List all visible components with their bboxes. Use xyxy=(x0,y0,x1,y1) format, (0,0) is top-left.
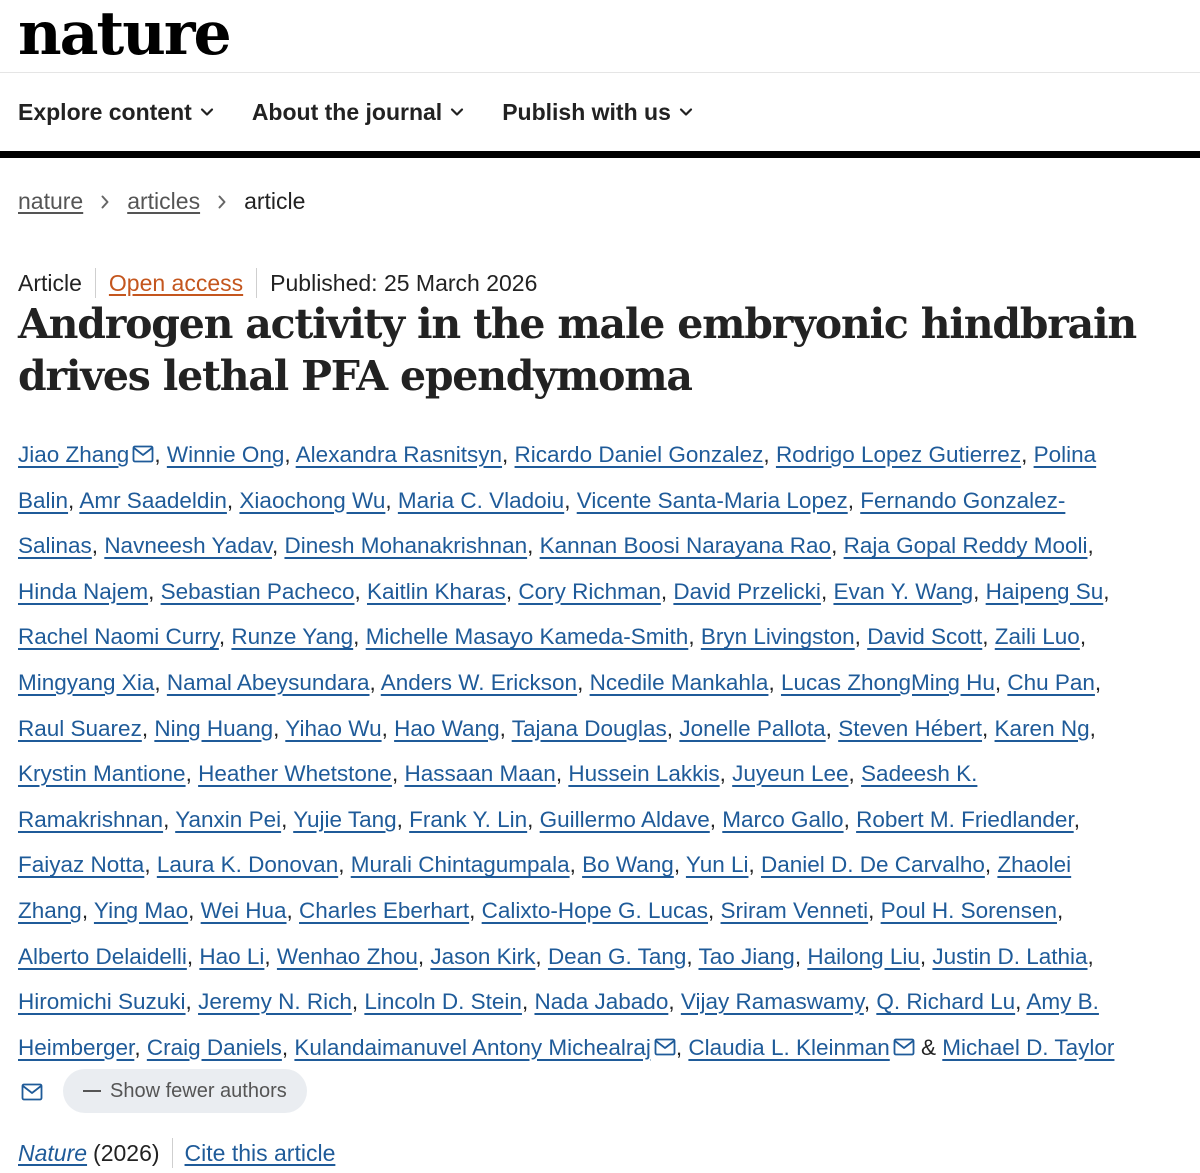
author-link[interactable]: Fernando Gonzalez-Salinas xyxy=(18,487,1066,559)
author-link[interactable]: Haipeng Su xyxy=(985,578,1104,604)
author-list: Jiao Zhang , Winnie Ong, Alexandra Rasnitsyn, Ricardo Daniel Gonzalez, Rodrigo Lopez Gutierrez, Polina Balin, Amr Saadeldin, Xiaochong Wu, Maria C. Vladoiu, Vicente Santa-Maria Lopez, Fernando Gonzalez-Salinas, Navneesh Yadav, Dinesh Mohanakrishnan, Kannan Boosi Narayana Rao, Raja Gopal Reddy Mooli, Hinda Najem, Sebastian Pacheco, Kaitlin Kharas, Cory Richman, David Przelicki, Evan Y. Wang, Haipeng Su, Rachel Naomi Curry, Runze Yang, Michelle Masayo Kameda-Smith, Bryn Livingston, David Scott, Zaili Luo, Mingyang Xia, Namal Abeysundara, Anders W. Erickson, Ncedile Mankahla, Lucas ZhongMing Hu, Chu Pan, Raul Suarez, Ning Huang, Yihao Wu, Hao Wang, Tajana Douglas, Jonelle Pallota, Steven Hébert, Karen Ng, Krystin Mantione, Heather Whetstone, Hassaan Maan, Hussein Lakkis, Juyeun Lee, Sadeesh K. Ramakrishnan, Yanxin Pei, Yujie Tang, Frank Y. Lin, Guillermo Aldave, Marco Gallo, Robert M. Friedlander, Faiyaz Notta, Laura K. Donovan, Murali Chintagumpala, Bo Wang, Yun Li, Daniel D. De Carvalho, Zhaolei Zhang, Ying Mao, Wei Hua, Charles Eberhart, Calixto-Hope G. Lucas, Sriram Venneti, Poul H. Sorensen, Alberto Delaidelli, Hao Li, Wenhao Zhou, Jason Kirk, Dean G. Tang, Tao Jiang, Hailong Liu, Justin D. Lathia, Hiromichi Suzuki, Jeremy N. Rich, Lincoln D. Stein, Nada Jabado, Vijay Ramaswamy, Q. Richard Lu, Amy B. Heimberger, Craig Daniels, Kulandaimanuvel Antony Michealraj , Claudia L. Kleinman & Michael D. Taylor Show fewer authors xyxy=(18,432,1128,1116)
author-link[interactable]: David Przelicki xyxy=(673,578,821,604)
author-link[interactable]: Claudia L. Kleinman xyxy=(688,1034,890,1060)
nav-about-journal[interactable] xyxy=(252,99,464,126)
citation-footer xyxy=(18,1138,335,1168)
nav-explore-content-label: Explore content xyxy=(18,98,192,125)
chevron-right-icon xyxy=(208,194,236,210)
author-link[interactable]: Bo Wang xyxy=(582,852,674,878)
author-link[interactable]: Vijay Ramaswamy xyxy=(680,989,864,1015)
author-link[interactable]: Amy B. Heimberger xyxy=(18,989,1099,1060)
cite-this-article-link[interactable]: Cite this article xyxy=(184,1139,336,1166)
article-title: Androgen activity in the male embryonic hindbrain drives lethal PFA ependymoma xyxy=(18,300,1137,400)
author-link[interactable]: Frank Y. Lin xyxy=(409,806,528,832)
author-link[interactable]: Polina Balin xyxy=(18,442,1097,513)
show-fewer-authors-button[interactable] xyxy=(63,1069,307,1113)
nav-publish-with-us[interactable] xyxy=(502,99,693,126)
author-link[interactable]: Wenhao Zhou xyxy=(276,943,418,969)
minus-icon xyxy=(83,1090,101,1092)
author-link[interactable]: Namal Abeysundara xyxy=(166,669,370,695)
author-link[interactable]: Ncedile Mankahla xyxy=(589,669,769,695)
author-link[interactable]: Tajana Douglas xyxy=(511,715,667,741)
author-link[interactable]: Juyeun Lee xyxy=(732,761,849,787)
author-link[interactable]: Hao Li xyxy=(199,943,265,969)
nav-publish-with-us-label: Publish with us xyxy=(502,98,671,125)
show-fewer-authors-label: Show fewer authors xyxy=(110,1079,287,1102)
author-link[interactable]: Mingyang Xia xyxy=(18,669,155,695)
author-link[interactable]: Hinda Najem xyxy=(18,578,149,604)
author-link[interactable]: Zhaolei Zhang xyxy=(18,852,1072,923)
author-link[interactable]: Ying Mao xyxy=(93,897,189,923)
author-link[interactable]: Hailong Liu xyxy=(807,943,920,969)
main-nav xyxy=(18,94,731,130)
author-link[interactable]: Karen Ng xyxy=(994,715,1090,741)
author-link[interactable]: Jonelle Pallota xyxy=(679,715,826,741)
nav-explore-content[interactable] xyxy=(18,99,214,126)
chevron-down-icon xyxy=(200,105,214,119)
author-link[interactable]: Jiao Zhang xyxy=(18,442,130,467)
author-link[interactable]: Poul H. Sorensen xyxy=(880,897,1057,923)
nav-about-journal-label: About the journal xyxy=(251,98,443,125)
author-link[interactable]: Kaitlin Kharas xyxy=(366,578,506,604)
article-type: Article xyxy=(18,269,82,296)
mail-icon[interactable] xyxy=(132,433,154,451)
author-link[interactable]: Hussein Lakkis xyxy=(568,761,720,787)
mail-icon[interactable] xyxy=(654,1026,676,1044)
breadcrumb xyxy=(18,188,305,215)
journal-link[interactable]: Nature xyxy=(18,1139,88,1166)
author-link[interactable]: Ricardo Daniel Gonzalez xyxy=(514,442,764,467)
author-link[interactable]: David Scott xyxy=(867,624,983,650)
author-link[interactable]: Hassaan Maan xyxy=(404,761,556,787)
author-link[interactable]: Faiyaz Notta xyxy=(18,852,145,878)
chevron-right-icon xyxy=(91,194,119,210)
nature-logo[interactable]: nature xyxy=(18,0,230,69)
header-divider xyxy=(0,72,1200,73)
author-link[interactable]: Krystin Mantione xyxy=(18,761,186,787)
author-link[interactable]: Heather Whetstone xyxy=(198,761,392,787)
author-link[interactable]: Sadeesh K. Ramakrishnan xyxy=(18,761,978,832)
author-link[interactable]: Yujie Tang xyxy=(293,806,397,832)
open-access-link[interactable]: Open access xyxy=(108,269,244,296)
author-link[interactable]: Michelle Masayo Kameda-Smith xyxy=(365,624,689,650)
breadcrumb-nature[interactable]: nature xyxy=(18,188,84,214)
author-link[interactable]: Navneesh Yadav xyxy=(104,533,272,559)
author-link[interactable]: Yun Li xyxy=(685,852,749,878)
author-link[interactable]: Nada Jabado xyxy=(534,989,669,1015)
author-link[interactable]: Jason Kirk xyxy=(430,943,536,969)
author-link[interactable]: Raul Suarez xyxy=(18,715,142,741)
author-link[interactable]: Kulandaimanuvel Antony Michealraj xyxy=(294,1034,651,1060)
author-link[interactable]: Chu Pan xyxy=(1007,669,1095,695)
author-link[interactable]: Dean G. Tang xyxy=(547,943,687,969)
article-meta xyxy=(18,268,537,298)
author-link[interactable]: Hao Wang xyxy=(394,715,500,741)
author-link[interactable]: Vicente Santa-Maria Lopez xyxy=(576,487,848,513)
author-link[interactable]: Q. Richard Lu xyxy=(876,989,1016,1015)
author-link[interactable]: Craig Daniels xyxy=(146,1034,282,1060)
author-link[interactable]: Murali Chintagumpala xyxy=(350,852,570,878)
author-link[interactable]: Ning Huang xyxy=(154,715,274,741)
author-link[interactable]: Alexandra Rasnitsyn xyxy=(295,442,503,467)
author-link[interactable]: Alberto Delaidelli xyxy=(18,943,187,969)
author-link[interactable]: Bryn Livingston xyxy=(700,624,855,650)
author-link[interactable]: Hiromichi Suzuki xyxy=(18,989,186,1015)
author-link[interactable]: Calixto-Hope G. Lucas xyxy=(481,897,709,923)
author-link[interactable]: Yanxin Pei xyxy=(175,806,282,832)
author-link[interactable]: Rachel Naomi Curry xyxy=(18,624,219,650)
author-link[interactable]: Yihao Wu xyxy=(285,715,382,741)
author-link[interactable]: Laura K. Donovan xyxy=(156,852,339,878)
author-link[interactable]: Kannan Boosi Narayana Rao xyxy=(539,533,832,559)
author-link[interactable]: Tao Jiang xyxy=(698,943,795,969)
author-link[interactable]: Steven Hébert xyxy=(838,715,983,741)
author-link[interactable]: Amr Saadeldin xyxy=(79,487,227,513)
meta-divider xyxy=(95,268,96,298)
author-link[interactable]: Maria C. Vladoiu xyxy=(397,487,565,513)
breadcrumb-current: article xyxy=(244,188,306,214)
author-link[interactable]: Sebastian Pacheco xyxy=(160,578,355,604)
author-link[interactable]: Michael D. Taylor xyxy=(942,1034,1115,1060)
author-link[interactable]: Daniel D. De Carvalho xyxy=(761,852,985,878)
author-link[interactable]: Robert M. Friedlander xyxy=(856,806,1074,832)
breadcrumb-articles[interactable]: articles xyxy=(127,188,201,214)
chevron-down-icon xyxy=(450,105,464,119)
published-date: Published: 25 March 2026 xyxy=(270,269,538,296)
publication-year: (2026) xyxy=(93,1139,160,1166)
author-link[interactable]: Justin D. Lathia xyxy=(932,943,1088,969)
author-link[interactable]: Winnie Ong xyxy=(166,442,285,467)
author-link[interactable]: Zaili Luo xyxy=(994,624,1080,650)
author-link[interactable]: Rodrigo Lopez Gutierrez xyxy=(775,442,1022,467)
mail-icon[interactable] xyxy=(21,1071,43,1089)
chevron-down-icon xyxy=(679,105,693,119)
author-link[interactable]: Jeremy N. Rich xyxy=(198,989,352,1015)
author-link[interactable]: Sriram Venneti xyxy=(720,897,869,923)
author-link[interactable]: Xiaochong Wu xyxy=(239,487,386,513)
author-link[interactable]: Anders W. Erickson xyxy=(380,669,578,695)
author-link[interactable]: Lincoln D. Stein xyxy=(364,989,522,1015)
author-link[interactable]: Raja Gopal Reddy Mooli xyxy=(843,533,1088,559)
author-link[interactable]: Dinesh Mohanakrishnan xyxy=(284,533,528,559)
author-link[interactable]: Guillermo Aldave xyxy=(539,806,710,832)
nav-bottom-bar xyxy=(0,151,1200,158)
author-link[interactable]: Runze Yang xyxy=(231,624,354,650)
footer-divider xyxy=(172,1138,173,1168)
author-link[interactable]: Lucas ZhongMing Hu xyxy=(780,669,995,695)
author-link[interactable]: Marco Gallo xyxy=(722,806,844,832)
author-link[interactable]: Cory Richman xyxy=(518,578,661,604)
author-link[interactable]: Evan Y. Wang xyxy=(833,578,974,604)
meta-divider xyxy=(256,268,257,298)
author-link[interactable]: Wei Hua xyxy=(200,897,287,923)
mail-icon[interactable] xyxy=(893,1026,915,1044)
author-link[interactable]: Charles Eberhart xyxy=(299,897,470,923)
